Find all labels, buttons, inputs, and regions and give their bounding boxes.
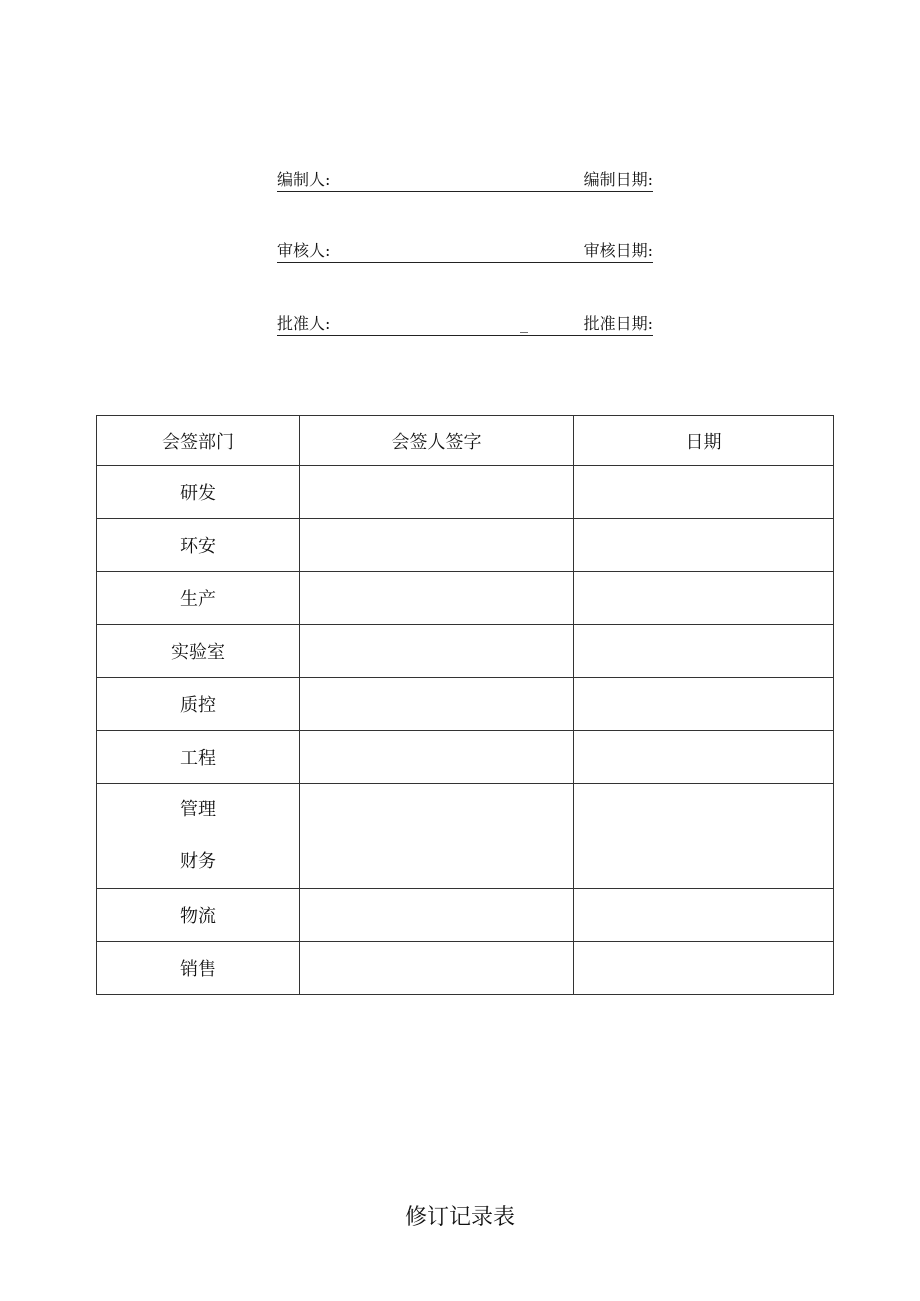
compile-date-label: 编制日期:	[583, 170, 653, 189]
header-date: 日期	[574, 416, 834, 466]
dept-cell: 生产	[97, 572, 300, 625]
table-row	[97, 942, 834, 995]
dept-cell: 物流	[97, 889, 300, 942]
table-row	[97, 519, 834, 572]
signature-cell[interactable]	[300, 889, 574, 942]
dept-line: 财务	[180, 851, 216, 872]
date-cell[interactable]	[574, 678, 834, 731]
dept-cell: 研发	[97, 466, 300, 519]
approver-label: 批准人:	[277, 314, 331, 333]
table-row	[97, 678, 834, 731]
compiler-signature-line[interactable]	[277, 171, 653, 192]
signature-cell[interactable]	[300, 731, 574, 784]
signature-cell[interactable]	[300, 625, 574, 678]
date-cell[interactable]	[574, 731, 834, 784]
dept-line: 管理	[180, 799, 216, 820]
reviewer-signature-line[interactable]	[277, 242, 653, 263]
dept-cell: 工程	[97, 731, 300, 784]
signature-cell[interactable]	[300, 784, 574, 889]
reviewer-label: 审核人:	[277, 241, 331, 260]
signoff-table	[96, 415, 834, 995]
table-row	[97, 466, 834, 519]
approver-mark: _	[520, 314, 528, 333]
signature-cell[interactable]	[300, 942, 574, 995]
signature-cell[interactable]	[300, 466, 574, 519]
date-cell[interactable]	[574, 519, 834, 572]
date-cell[interactable]	[574, 889, 834, 942]
signature-cell[interactable]	[300, 519, 574, 572]
revision-record-title: 修订记录表	[404, 1205, 515, 1230]
table-row	[97, 572, 834, 625]
review-date-label: 审核日期:	[583, 241, 653, 260]
date-cell[interactable]	[574, 942, 834, 995]
date-cell[interactable]	[574, 572, 834, 625]
signature-cell[interactable]	[300, 678, 574, 731]
dept-cell: 质控	[97, 678, 300, 731]
table-row	[97, 784, 834, 889]
table-row	[97, 625, 834, 678]
date-cell[interactable]	[574, 784, 834, 889]
approve-date-label: 批准日期:	[583, 314, 653, 333]
date-cell[interactable]	[574, 625, 834, 678]
dept-cell: 环安	[97, 519, 300, 572]
table-row	[97, 731, 834, 784]
table-header-row	[97, 416, 834, 466]
approver-signature-line[interactable]	[277, 315, 653, 336]
table-row	[97, 889, 834, 942]
header-signature: 会签人签字	[300, 416, 574, 466]
dept-cell: 销售	[97, 942, 300, 995]
compiler-label: 编制人:	[277, 170, 331, 189]
dept-cell	[97, 784, 300, 889]
header-department: 会签部门	[97, 416, 300, 466]
date-cell[interactable]	[574, 466, 834, 519]
dept-cell: 实验室	[97, 625, 300, 678]
signature-cell[interactable]	[300, 572, 574, 625]
